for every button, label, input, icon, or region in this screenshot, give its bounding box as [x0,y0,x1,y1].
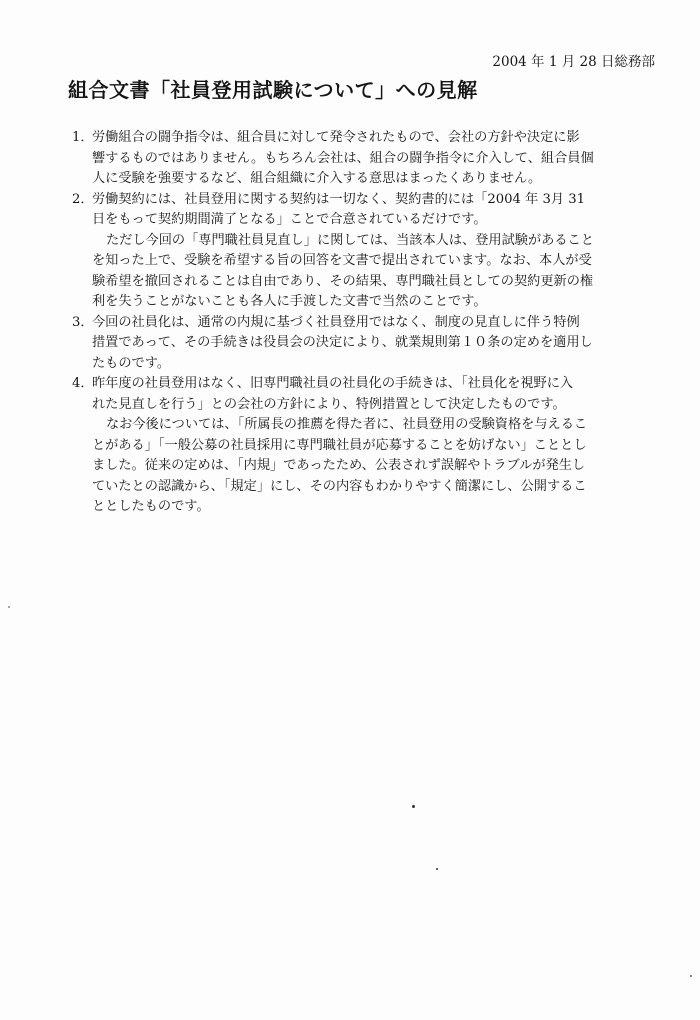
text-line: ただし今回の「専門職社員見直し」に関しては、当該本人は、登用試験があること [106,232,594,248]
page-title: 組合文書「社員登用試験について」への見解 [68,78,478,102]
text-line: 日をもって契約期間満了となる」ことで合意されているだけです。 [92,212,487,227]
text-line: を知った上で、受験を希望する旨の回答を文書で提出されています。なお、本人が受 [92,253,592,268]
item-number: 1． [72,130,94,145]
scan-speck [8,606,10,608]
item-number: 2． [72,191,94,207]
text-line: とがある」「一般公募の社員採用に専門職社員が応募することを妨げない」こととし [92,437,587,453]
text-line: 験希望を撤回されることは自由であり、その結果、専門職社員としての契約更新の権 [92,273,594,289]
list-item-4 [72,374,652,518]
date-line: 2004 年 1 月 28 日総務部 [492,54,655,70]
text-line: 利を失うことがないことも各人に手渡した文書で当然のことです。 [92,294,487,309]
item-number: 3． [72,314,94,330]
text-line: たものです。 [92,355,171,371]
list-item-3 [72,313,652,375]
text-line: ていたとの認識から、「規定」にし、その内容もわかりやすく簡潔にし、公開するこ [92,478,587,494]
text-line: なお今後については、「所属長の推薦を得た者に、社員登用の受験資格を与えるこ [106,417,588,432]
text-line: ました。従来の定めは、「内規」であったため、公表されず誤解やトラブルが発生し [92,458,586,473]
text-line: 労働契約には、社員登用に関する契約は一切なく、契約書的には「2004 年 3月 31 [92,191,586,207]
text-line: ととしたものです。 [92,499,210,514]
scan-speck [412,805,415,808]
text-line: 人に受験を強要するなど、組合組織に介入する意思はまったくありません。 [92,171,542,186]
text-line: 響するものではありません。もちろん会社は、組合の闘争指令に介入して、組合員個 [92,150,594,166]
text-line: 措置であって、その手続きは役員会の決定により、就業規則第１０条の定めを適用し [92,335,593,350]
list-item-2 [72,190,652,313]
document-body [72,128,652,518]
text-line: 昨年度の社員登用はなく、旧専門職社員の社員化の手続きは、「社員化を視野に入 [92,376,574,391]
text-line: 今回の社員化は、通常の内規に基づく社員登用ではなく、制度の見直しに伴う特例 [92,314,580,330]
text-line: れた見直しを行う」との会社の方針により、特例措置として決定したものです。 [92,396,566,412]
list-item-1 [72,128,652,190]
scan-speck [690,975,692,977]
text-line: 労働組合の闘争指令は、組合員に対して発令されたもので、会社の方針や決定に影 [92,130,580,145]
scan-speck [436,868,438,870]
item-number: 4． [72,376,94,391]
